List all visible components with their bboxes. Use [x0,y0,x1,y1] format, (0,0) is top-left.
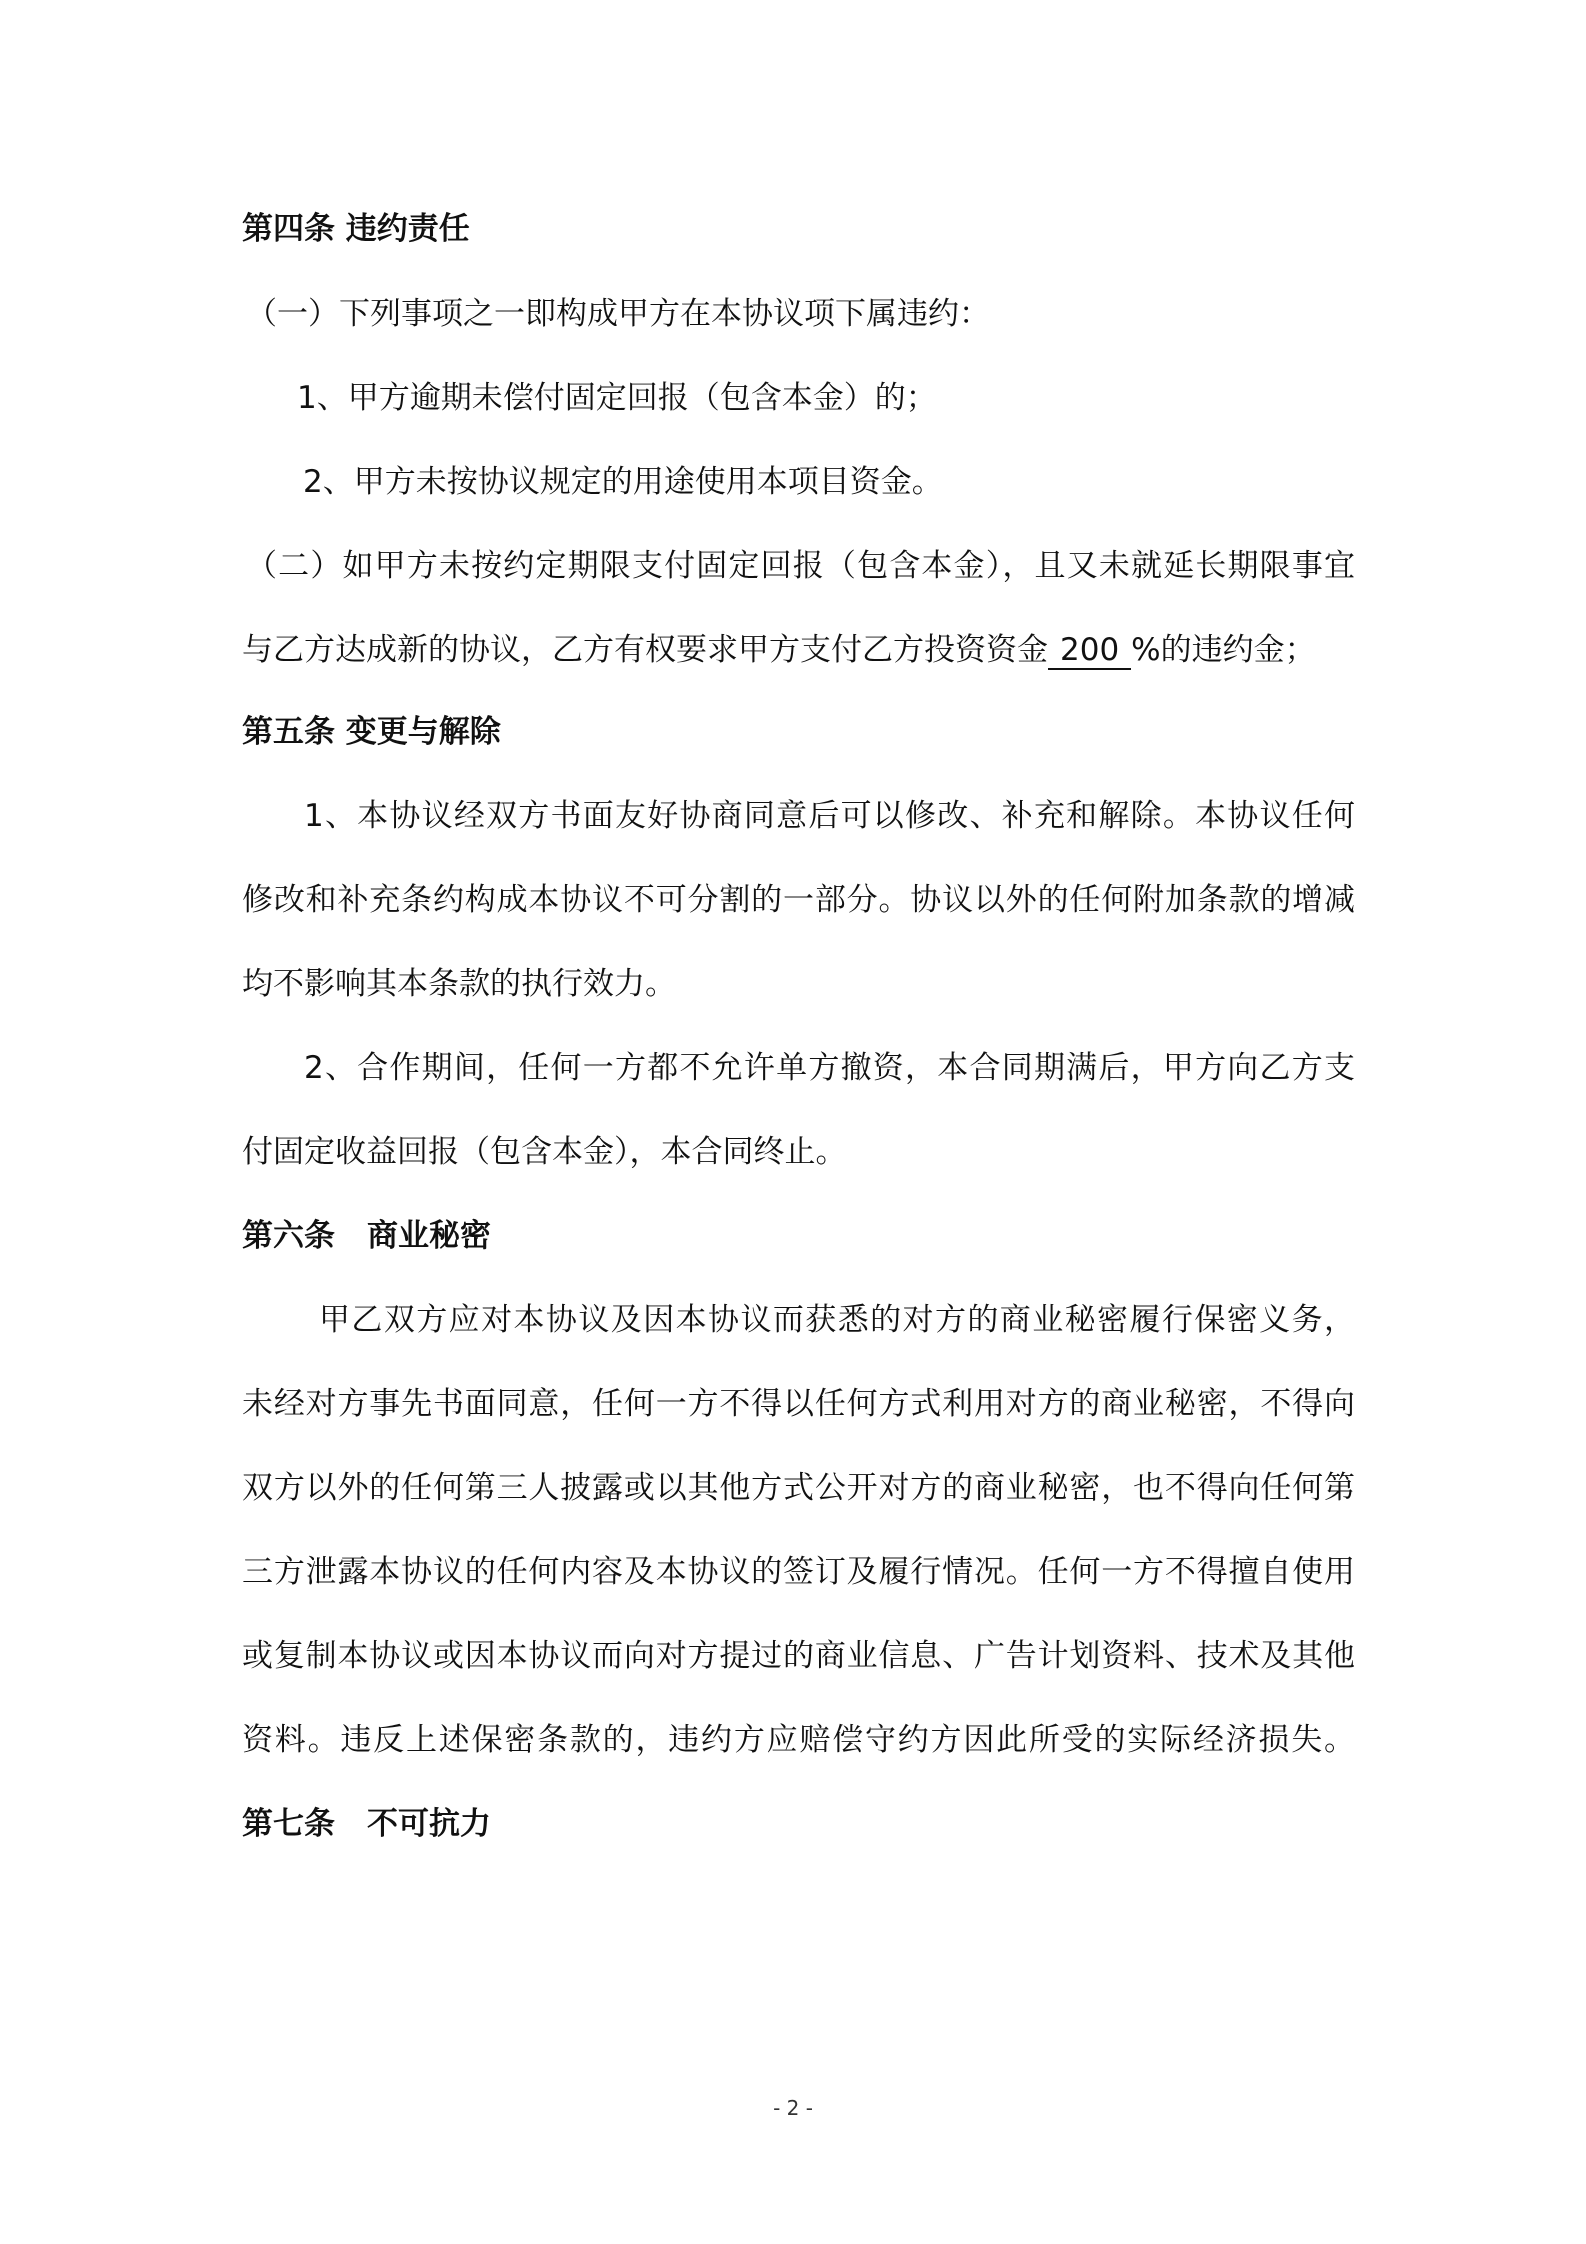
article-5-p1-line-1: 1、本协议经双方书面友好协商同意后可以修改、补充和解除。本协议任何 [304,798,1355,834]
article-7-heading: 不可抗力 [367,1806,491,1842]
article-6-line-5: 或复制本协议或因本协议而向对方提过的商业信息、广告计划资料、技术及其他 [242,1638,1355,1674]
article-6-line-4: 三方泄露本协议的任何内容及本协议的签订及履行情况。任何一方不得擅自使用 [242,1554,1355,1590]
article-5-p1-line-2: 修改和补充条约构成本协议不可分割的一部分。协议以外的任何附加条款的增减 [242,882,1355,918]
article-6-line-3: 双方以外的任何第三人披露或以其他方式公开对方的商业秘密，也不得向任何第 [242,1470,1355,1506]
article-7-title [242,1803,491,1845]
article-4-item-1: （一）下列事项之一即构成甲方在本协议项下属违约： [246,296,990,332]
article-5-p1-line-3: 均不影响其本条款的执行效力。 [242,966,676,1002]
article-4-sub-item-1: 1、甲方逾期未偿付固定回报（包含本金）的； [297,380,937,416]
penalty-rate-blank: 200 [1048,632,1131,670]
article-6-title [242,1215,491,1257]
article-5-title: 第五条 变更与解除 [242,714,501,750]
page-number: - 2 - [773,2096,813,2120]
article-7-number: 第七条 [242,1806,335,1842]
article-5-p2-line-2: 付固定收益回报（包含本金），本合同终止。 [242,1134,847,1170]
article-5-p2-line-1: 2、合作期间，任何一方都不允许单方撤资，本合同期满后，甲方向乙方支 [304,1050,1355,1086]
article-6-line-1: 甲乙双方应对本协议及因本协议而获悉的对方的商业秘密履行保密义务， [319,1302,1355,1338]
article-4-item-2-text: 与乙方达成新的协议，乙方有权要求甲方支付乙方投资资金 [242,632,1048,668]
article-4-sub-item-2: 2、甲方未按协议规定的用途使用本项目资金。 [303,464,943,500]
article-6-line-6: 资料。违反上述保密条款的，违约方应赔偿守约方因此所受的实际经济损失。 [242,1722,1355,1758]
article-6-number: 第六条 [242,1218,335,1254]
article-4-item-2-line-2 [242,629,1316,671]
article-6-heading: 商业秘密 [367,1218,491,1254]
article-4-item-2-line-1: （二）如甲方未按约定期限支付固定回报（包含本金），且又未就延长期限事宜 [246,548,1355,584]
article-4-item-2-suffix: %的违约金； [1131,632,1316,668]
article-4-title: 第四条 违约责任 [242,211,470,247]
article-6-line-2: 未经对方事先书面同意，任何一方不得以任何方式利用对方的商业秘密，不得向 [242,1386,1355,1422]
